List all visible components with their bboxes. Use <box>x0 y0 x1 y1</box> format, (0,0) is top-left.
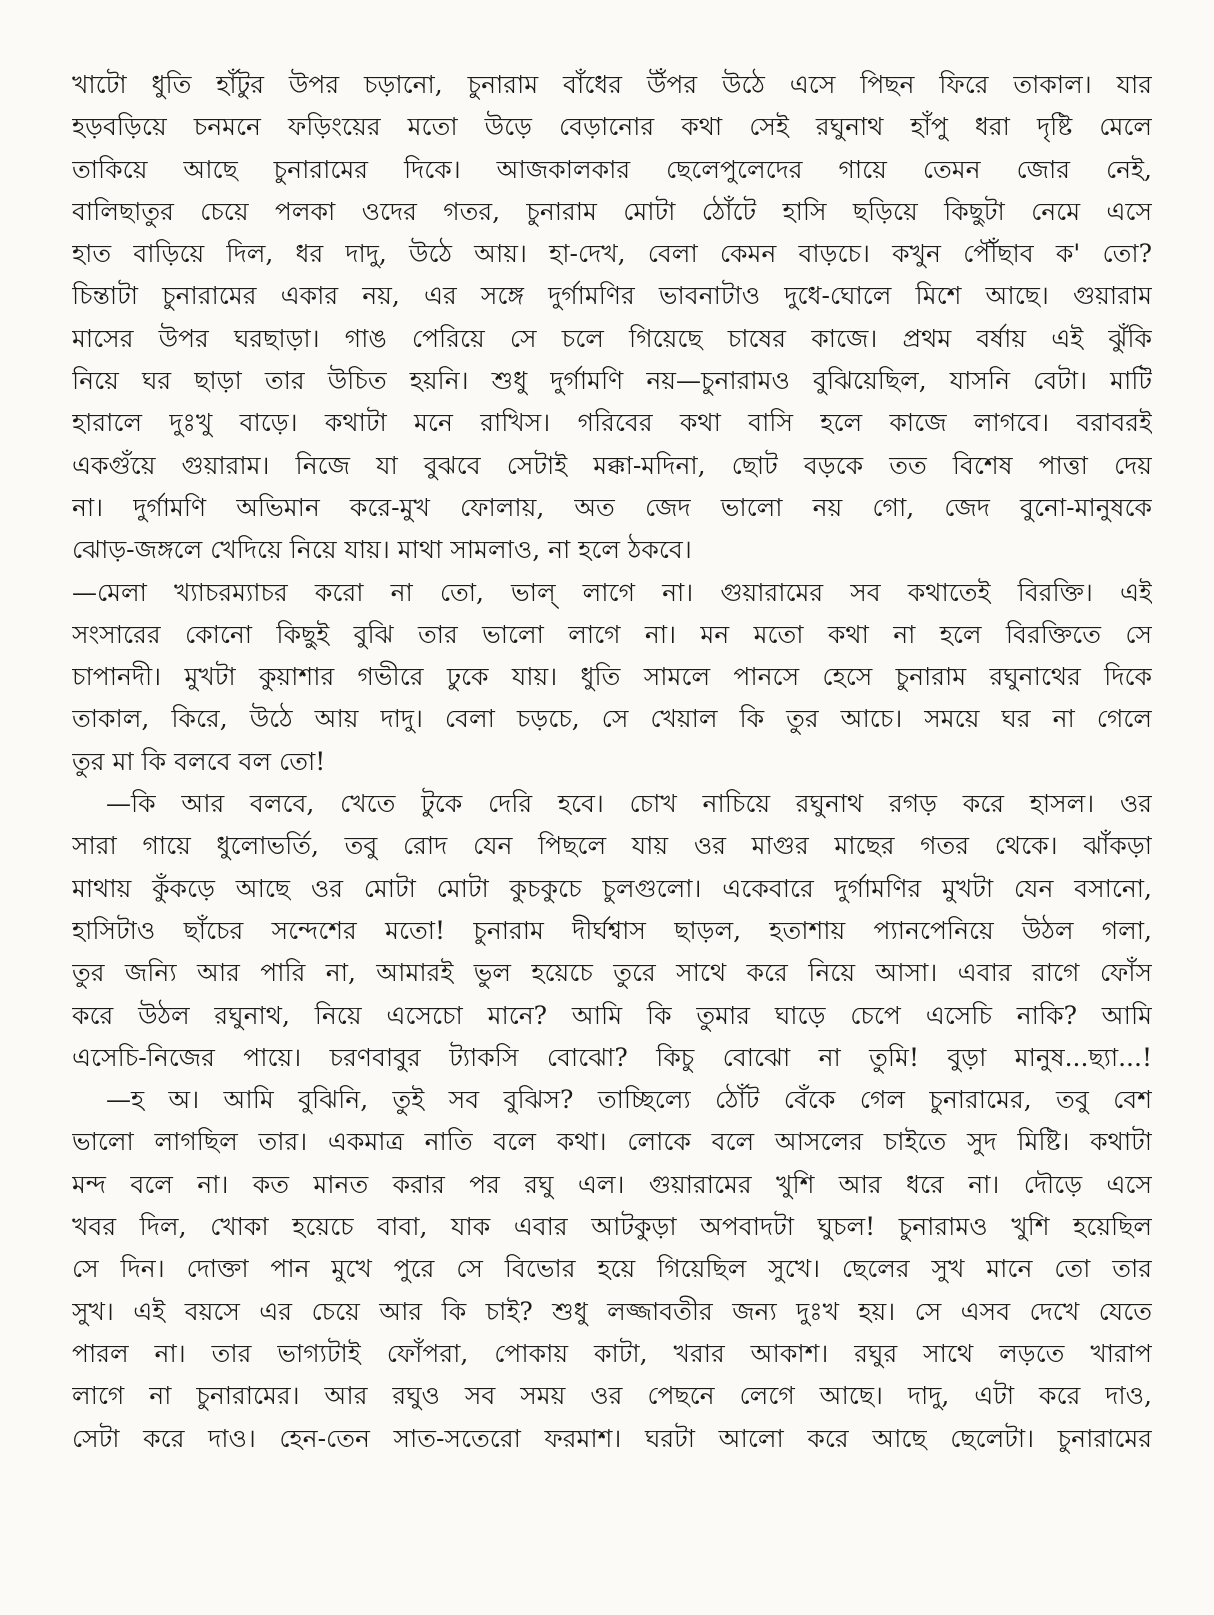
text-line: ভালো লাগছিল তার। একমাত্র নাতি বলে কথা। লোকে বলে আসলের চাইতে সুদ মিষ্টি। কথাটা <box>72 1127 1152 1157</box>
text-line: মন্দ বলে না। কত মানত করার পর রঘু এল। গুয়ারামের খুশি আর ধরে না। দৌড়ে এসে <box>72 1169 1152 1199</box>
text-line: বালিছাতুর চেয়ে পলকা ওদের গতর, চুনারাম মোটা ঠোঁটে হাসি ছড়িয়ে কিছুটা নেমে এসে <box>72 196 1152 226</box>
text-line: চিন্তাটা চুনারামের একার নয়, এর সঙ্গে দুর্গামণির ভাবনাটাও দুধে-ঘোলে মিশে আছে। গুয়ারাম <box>72 281 1152 311</box>
text-line: সে দিন। দোক্তা পান মুখে পুরে সে বিভোর হয়ে গিয়েছিল সুখে। ছেলের সুখ মানে তো তার <box>72 1254 1152 1284</box>
text-line: —কি আর বলবে, খেতে টুকে দেরি হবে। চোখ নাচিয়ে রঘুনাথ রগড় করে হাসল। ওর <box>106 789 1152 819</box>
text-line: হাত বাড়িয়ে দিল, ধর দাদু, উঠে আয়। হা-দেখ, বেলা কেমন বাড়চে। কখুন পৌঁছাব ক' তো? <box>72 239 1152 269</box>
text-line: পারল না। তার ভাগ্যটাই ফোঁপরা, পোকায় কাটা, খরার আকাশ। রঘুর সাথে লড়তে খারাপ <box>72 1338 1152 1368</box>
text-line: সেটা করে দাও। হেন-তেন সাত-সতেরো ফরমাশ। ঘরটা আলো করে আছে ছেলেটা। চুনারামের <box>72 1423 1152 1453</box>
text-line: তাকিয়ে আছে চুনারামের দিকে। আজকালকার ছেলেপুলেদের গায়ে তেমন জোর নেই, <box>72 154 1152 184</box>
text-line: সংসারের কোনো কিছুই বুঝি তার ভালো লাগে না। মন মতো কথা না হলে বিরক্তিতে সে <box>72 619 1152 649</box>
text-line: হড়বড়িয়ে চনমনে ফড়িংয়ের মতো উড়ে বেড়ানোর কথা সেই রঘুনাথ হাঁপু ধরা দৃষ্টি মেলে <box>72 112 1152 142</box>
text-line: খাটো ধুতি হাঁটুর উপর চড়ানো, চুনারাম বাঁধের উঁপর উঠে এসে পিছন ফিরে তাকাল। যার <box>72 70 1152 99</box>
text-line: হাসিটাও ছাঁচের সন্দেশের মতো! চুনারাম দীর্ঘশ্বাস ছাড়ল, হতাশায় প্যানপেনিয়ে উঠল গলা, <box>72 915 1152 945</box>
text-line: হারালে দুঃখু বাড়ে। কথাটা মনে রাখিস। গরিবের কথা বাসি হলে কাজে লাগবে। বরাবরই <box>72 408 1152 438</box>
text-line: —হ অ। আমি বুঝিনি, তুই সব বুঝিস? তাচ্ছিল্যে ঠোঁট বেঁকে গেল চুনারামের, তবু বেশ <box>106 1085 1152 1115</box>
text-line: এসেচি-নিজের পায়ে। চরণবাবুর ট্যাকসি বোঝো? কিচু বোঝো না তুমি! বুড়া মানুষ...ছ্যা...! <box>72 1042 1152 1072</box>
text-line: করে উঠল রঘুনাথ, নিয়ে এসেচো মানে? আমি কি তুমার ঘাড়ে চেপে এসেচি নাকি? আমি <box>72 1000 1152 1030</box>
text-line: একগুঁয়ে গুয়ারাম। নিজে যা বুঝবে সেটাই মক্কা-মদিনা, ছোট বড়কে তত বিশেষ পাত্তা দেয় <box>72 450 1152 480</box>
text-line: চাপানদী। মুখটা কুয়াশার গভীরে ঢুকে যায়। ধুতি সামলে পানসে হেসে চুনারাম রঘুনাথের দিকে <box>72 662 1152 692</box>
text-line: মাথায় কুঁকড়ে আছে ওর মোটা মোটা কুচকুচে চুলগুলো। একেবারে দুর্গামণির মুখটা যেন বসানো, <box>72 873 1152 903</box>
text-line: —মেলা খ্যাচরম্যাচর করো না তো, ভাল্ লাগে না। গুয়ারামের সব কথাতেই বিরক্তি। এই <box>72 577 1152 607</box>
text-line: ঝোড়-জঙ্গলে খেদিয়ে নিয়ে যায়। মাথা সামলাও, না হলে ঠকবে। <box>72 535 692 565</box>
text-line: সুখ। এই বয়সে এর চেয়ে আর কি চাই? শুধু লজ্জাবতীর জন্য দুঃখ হয়। সে এসব দেখে যেতে <box>72 1296 1152 1326</box>
text-line: তুর জন্যি আর পারি না, আমারই ভুল হয়েচে তুরে সাথে করে নিয়ে আসা। এবার রাগে ফোঁস <box>72 958 1152 988</box>
text-line: তুর মা কি বলবে বল তো! <box>72 746 326 776</box>
text-line: মাসের উপর ঘরছাড়া। গাঙ পেরিয়ে সে চলে গিয়েছে চাষের কাজে। প্রথম বর্ষায় এই ঝুঁকি <box>72 323 1152 353</box>
text-line: লাগে না চুনারামের। আর রঘুও সব সময় ওর পেছনে লেগে আছে। দাদু, এটা করে দাও, <box>72 1381 1152 1411</box>
text-line: খবর দিল, খোকা হয়েচে বাবা, যাক এবার আটকুড়া অপবাদটা ঘুচল! চুনারামও খুশি হয়েছিল <box>72 1212 1152 1242</box>
text-line: না। দুর্গামণি অভিমান করে-মুখ ফোলায়, অত জেদ ভালো নয় গো, জেদ বুনো-মানুষকে <box>72 492 1152 522</box>
text-line: তাকাল, কিরে, উঠে আয় দাদু। বেলা চড়চে, সে খেয়াল কি তুর আচে। সময়ে ঘর না গেলে <box>72 704 1152 734</box>
body-text <box>72 64 1152 1460</box>
text-line: নিয়ে ঘর ছাড়া তার উচিত হয়নি। শুধু দুর্গামণি নয়—চুনারামও বুঝিয়েছিল, যাসনি বেটা। মাটি <box>72 366 1152 396</box>
text-line: সারা গায়ে ধুলোভর্তি, তবু রোদ যেন পিছলে যায় ওর মাগুর মাছের গতর থেকে। ঝাঁকড়া <box>72 831 1152 861</box>
